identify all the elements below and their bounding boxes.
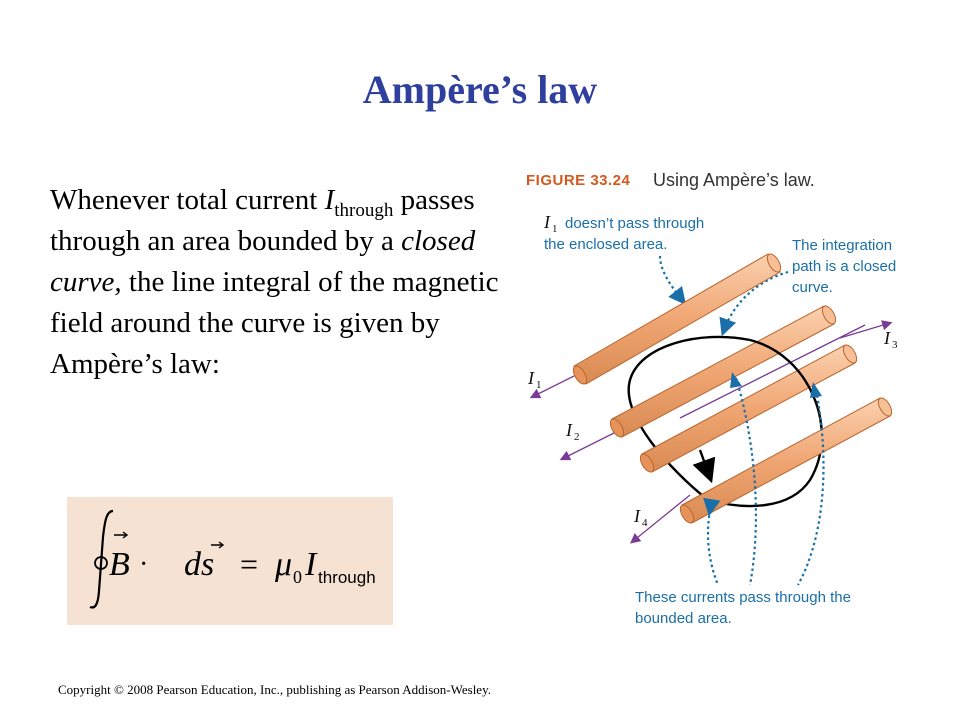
- current-subscript: through: [334, 200, 394, 221]
- label-i3: I: [884, 328, 890, 348]
- slide-title: Ampère’s law: [362, 67, 598, 112]
- label-i2: I: [566, 420, 572, 440]
- label-i4-sub: 4: [642, 517, 648, 529]
- figure-caption: Using Ampère’s law.: [653, 170, 815, 190]
- equation-box: [67, 497, 393, 625]
- body-text-1: Whenever total current: [50, 184, 325, 216]
- copyright-footer: [58, 682, 491, 698]
- body-text-2: passes through an area bounded by a: [50, 184, 475, 257]
- annotation-i1-line2: the enclosed area.: [544, 236, 668, 253]
- current-symbol: I: [324, 184, 335, 216]
- equation-mu-sub: 0: [293, 567, 302, 587]
- copyright-symbol: ©: [113, 682, 124, 697]
- copyright-prefix: Copyright: [58, 682, 114, 697]
- current-i4-arrow: [632, 495, 690, 542]
- equation-ds: ds: [184, 546, 215, 583]
- annotation-i1-line1: doesn’t pass through: [565, 215, 705, 232]
- annotation-i1-arrow: [660, 256, 682, 300]
- equation-equals: =: [240, 546, 259, 582]
- label-i2-sub: 2: [574, 431, 580, 443]
- label-i4: I: [634, 506, 640, 526]
- equation-i: I: [305, 546, 317, 583]
- label-i1-sub: 1: [536, 379, 542, 391]
- annotation-bottom-line1: These currents pass through the: [635, 589, 851, 606]
- figure-33-24: [510, 160, 960, 640]
- wire-i4: [678, 396, 895, 525]
- closed-curve-emphasis: closed curve,: [50, 225, 476, 298]
- vector-arrow-b: [114, 532, 127, 538]
- copyright-text: 2008 Pearson Education, Inc., publishing as Pearson Addison-Wesley.: [123, 682, 491, 697]
- annotation-path-line1: The integration: [792, 237, 893, 254]
- label-i3-sub: 3: [892, 339, 898, 351]
- integration-path-arrow: [700, 450, 708, 472]
- annotation-i1-sub: 1: [552, 223, 558, 235]
- equation-dot: ·: [139, 549, 149, 580]
- equation-b: B: [109, 546, 130, 583]
- body-text-3: the line integral of the magnetic field around the curve is given by Ampère’s law:: [50, 266, 499, 380]
- annotation-bottom-line2: bounded area.: [635, 610, 732, 627]
- annotation-path-line2: path is a closed: [792, 258, 897, 275]
- figure-label: FIGURE 33.24: [526, 172, 631, 189]
- annotation-i1-symbol: I: [544, 212, 550, 232]
- ampere-equation: [67, 497, 393, 625]
- annotation-arrow-1: [708, 510, 718, 585]
- annotation-arrow-3: [798, 390, 823, 585]
- body-paragraph: [50, 180, 510, 385]
- ampere-figure: [510, 160, 960, 640]
- equation-i-sub: through: [318, 568, 376, 587]
- annotation-path-line3: curve.: [792, 279, 833, 296]
- equation-mu: μ: [275, 546, 293, 583]
- label-i1: I: [528, 368, 534, 388]
